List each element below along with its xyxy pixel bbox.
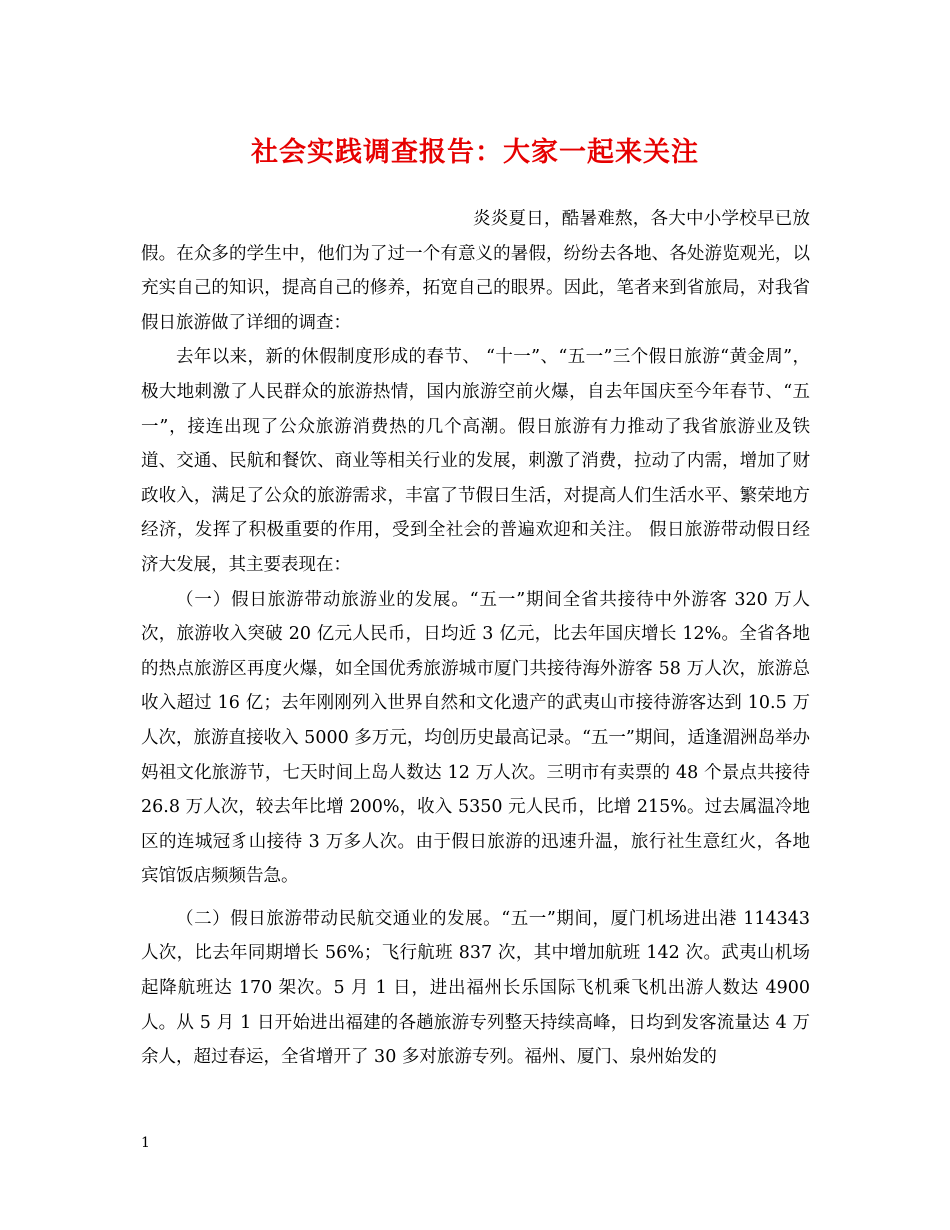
page-number: 1 (141, 1135, 150, 1151)
paragraph-aviation-transport: （二）假日旅游带动民航交通业的发展。“五一”期间，厦门机场进出港 114343 人次，比去年同期增长 56%；飞行航班 837 次，其中增加航班 142 次。武夷山机场起降航班达 170 架次。5 月 1 日，进出福州长乐国际飞机乘飞机出游人数达 4900 人。从 5 月 1 日开始进出福建的各趟旅游专列整天持续高峰，日均到发客流量达 4 万余人，超过春运，全省增开了 30 多对旅游专列。福州、厦门、泉州始发的 (141, 908, 810, 1068)
document-title: 社会实践调查报告：大家一起来关注 (251, 137, 699, 168)
paragraph-intro: 炎炎夏日，酷暑难熬，各大中小学校早已放假。在众多的学生中，他们为了过一个有意义的暑假，纷纷去各地、各处游览观光，以充实自己的知识，提高自己的修养，拓宽自己的眼界。因此，笔者来到省旅局，对我省假日旅游做了详细的调查： (141, 209, 810, 333)
document-body (141, 202, 810, 1075)
paragraph-holiday-system: 去年以来，新的休假制度形成的春节、 “十一”、“五一”三个假日旅游“黄金周”，极大地刺激了人民群众的旅游热情，国内旅游空前火爆，自去年国庆至今年春节、“五一”，接连出现了公众旅游消费热的几个高潮。假日旅游有力推动了我省旅游业及铁道、交通、民航和餐饮、商业等相关行业的发展，刺激了消费，拉动了内需，增加了财政收入，满足了公众的旅游需求，丰富了节假日生活，对提高人们生活水平、繁荣地方经济，发挥了积极重要的作用，受到全社会的普遍欢迎和关注。 假日旅游带动假日经济大发展，其主要表现在： (141, 347, 810, 575)
paragraph-tourism-industry: （一）假日旅游带动旅游业的发展。“五一”期间全省共接待中外游客 320 万人次，旅游收入突破 20 亿元人民币，日均近 3 亿元，比去年国庆增长 12%。全省各地的热点旅游区再度火爆，如全国优秀旅游城市厦门共接待海外游客 58 万人次，旅游总收入超过 16 亿；去年刚刚列入世界自然和文化遗产的武夷山市接待游客达到 10.5 万人次，旅游直接收入 5000 多万元，均创历史最高记录。“五一”期间，适逢湄洲岛举办妈祖文化旅游节，七天时间上岛人数达 12 万人次。三明市有卖票的 48 个景点共接待 26.8 万人次，较去年比增 200%，收入 5350 元人民币，比增 215%。过去属温冷地区的连城冠豸山接待 3 万多人次。由于假日旅游的迅速升温，旅行社生意红火，各地宾馆饭店频频告急。 (141, 589, 810, 887)
